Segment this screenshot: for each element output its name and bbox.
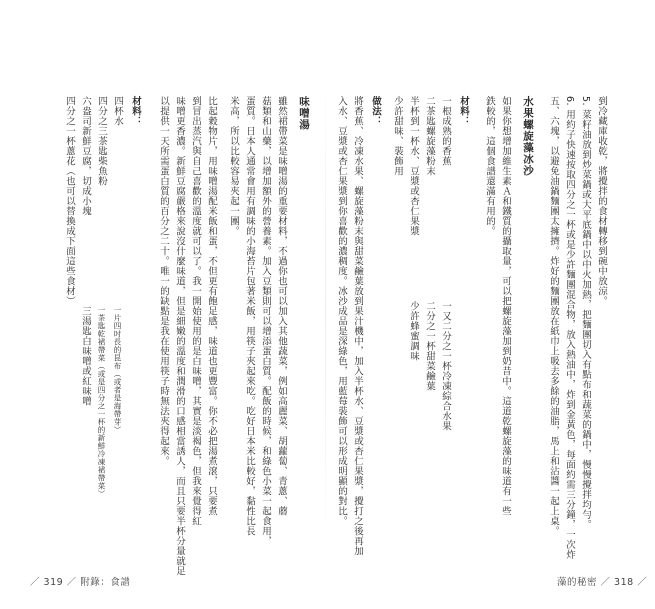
- text-line: 6. 用約子快速按取四分之一杯或是少許麵團混合物，放入熱油中，炸到金黃色，每面約需三分鐘，一次炸: [564, 96, 575, 560]
- method-heading: 做法：: [370, 96, 381, 126]
- text-line: 入水、豆漿或杏仁果漿到你喜歡的濃稠度。冰沙成品是深綠色，用藍莓裝飾可以形成明顯的對比。: [336, 96, 347, 526]
- material-line: 六盎司新鮮豆腐，切成小塊: [80, 96, 91, 216]
- text-line: 鉄較的，這個食譜還滿有用的。: [484, 96, 495, 236]
- right-page: [336, 96, 608, 560]
- page-footer-left: ／ 319 ／ 附錄：食譜: [30, 577, 131, 588]
- material-line: 四分之一杯蔥花（也可以替換成下面這些食材）: [64, 96, 75, 306]
- text-line: 雖然裙帶菜是味噌湯的重要材料，不過你也可以加入其他蔬菜，例如高麗菜、胡蘿蔔、青蔥、蘑: [276, 96, 287, 516]
- material-note: 一片四吋長的昆布（或者是海帶芽）: [113, 306, 122, 434]
- text-line: 比起穀物片，用味噌湯配米飯和蛋，不但更有飽足感，味道也更豐富。你不必把湯煮滾，只要煮: [206, 96, 217, 516]
- materials-heading: 材料：: [130, 96, 141, 126]
- text-line: 如果你想增加維生素Ａ和鐵質的攝取量，可以把螺旋藻加到奶昔中。這道乾螺旋藻的味道有一些: [500, 96, 511, 516]
- text-line: 以提供一天所需蛋白質的百分之二十。唯一的缺點是我在使用筷子時無法夾得起來。: [158, 96, 169, 466]
- ingredient-line: 二茶匙螺旋藻粉末: [424, 96, 435, 176]
- text-line: 米高，所以比較容易夾起一團。: [228, 96, 239, 236]
- material-note: 一茶匙乾裙帶菜（或是四分之一杯的新鮮冷凍裙帶菜）: [97, 306, 106, 498]
- text-line: 蛋質。日本人通常會用有調味的小海苔片包著米飯，用筷子夾起來吃。吃好日本米比較好，黏性比長: [244, 96, 255, 536]
- text-line: 將香蕉、冷凍水果、螺旋藻粉末與甜菜鹼葉放到果汁機中，加入半杯水、豆漿或杏仁果漿，攪打之後再加: [352, 96, 363, 556]
- text-line: 菇類和山藥，以增加額外的營養素。加入豆類則可以增添蛋白質。配飯的時候，和綠色小菜一起食用，: [260, 96, 271, 546]
- recipe-title: 水果螺旋藻冰沙: [522, 96, 534, 177]
- material-line: 四分之三茶匙柴魚粉: [96, 96, 107, 186]
- page-footer-right: 藻的秘密 ／ 318 ／: [557, 577, 648, 588]
- text-line: 5. 菜籽油放到炒菜鍋或大平底鍋中以中火加熱，把麵團切入有點布和蔬菜的鍋中，慢慢攪拌均勻。: [580, 96, 591, 530]
- ingredient-line: 半杯到一杯水、豆漿或杏仁果漿: [408, 96, 419, 236]
- material-note: 三湯匙白味噌或紅味噌: [80, 306, 91, 406]
- material-line: 四杯水: [112, 96, 123, 126]
- text-line: 味噌更香濃。新鮮豆腐嚴格來說沒什麼味道，但是細嫩的溫度和潤滑的口感相當誘人，而且只要半杯分量就足: [174, 96, 185, 576]
- text-line: 到冒出蒸汽與自己喜歡的溫度就可以了。我一開始使用的是白味噌，其實是淡褐色，但我來覺得紅: [190, 96, 201, 526]
- text-line: 到冷藏庫收乾，將攪拌的食材轉移到碗中放涼。: [596, 96, 607, 306]
- ingredient-amount: 二分之一杯甜菜鹼葉: [424, 301, 435, 391]
- text-line: 五、六塊，以避免油鍋麵團太擁擠。炸好的麵團放在紙巾上吸去多餘的油脂，馬上和沾醬一起上桌。: [548, 96, 559, 536]
- ingredient-amount: 少許蜂蜜調味: [408, 301, 419, 361]
- ingredient-amount: 一又二分之一杯冷凍綜合水果: [440, 301, 451, 431]
- section-title: 味噌湯: [298, 96, 310, 131]
- ingredient-line: 一根成熟的香蕉: [440, 96, 451, 166]
- ingredients-heading: 材料：: [458, 96, 469, 126]
- ingredient-line: 少許甜味、裝飾用: [392, 96, 403, 176]
- book-gutter: [325, 70, 326, 550]
- left-page: [40, 96, 310, 576]
